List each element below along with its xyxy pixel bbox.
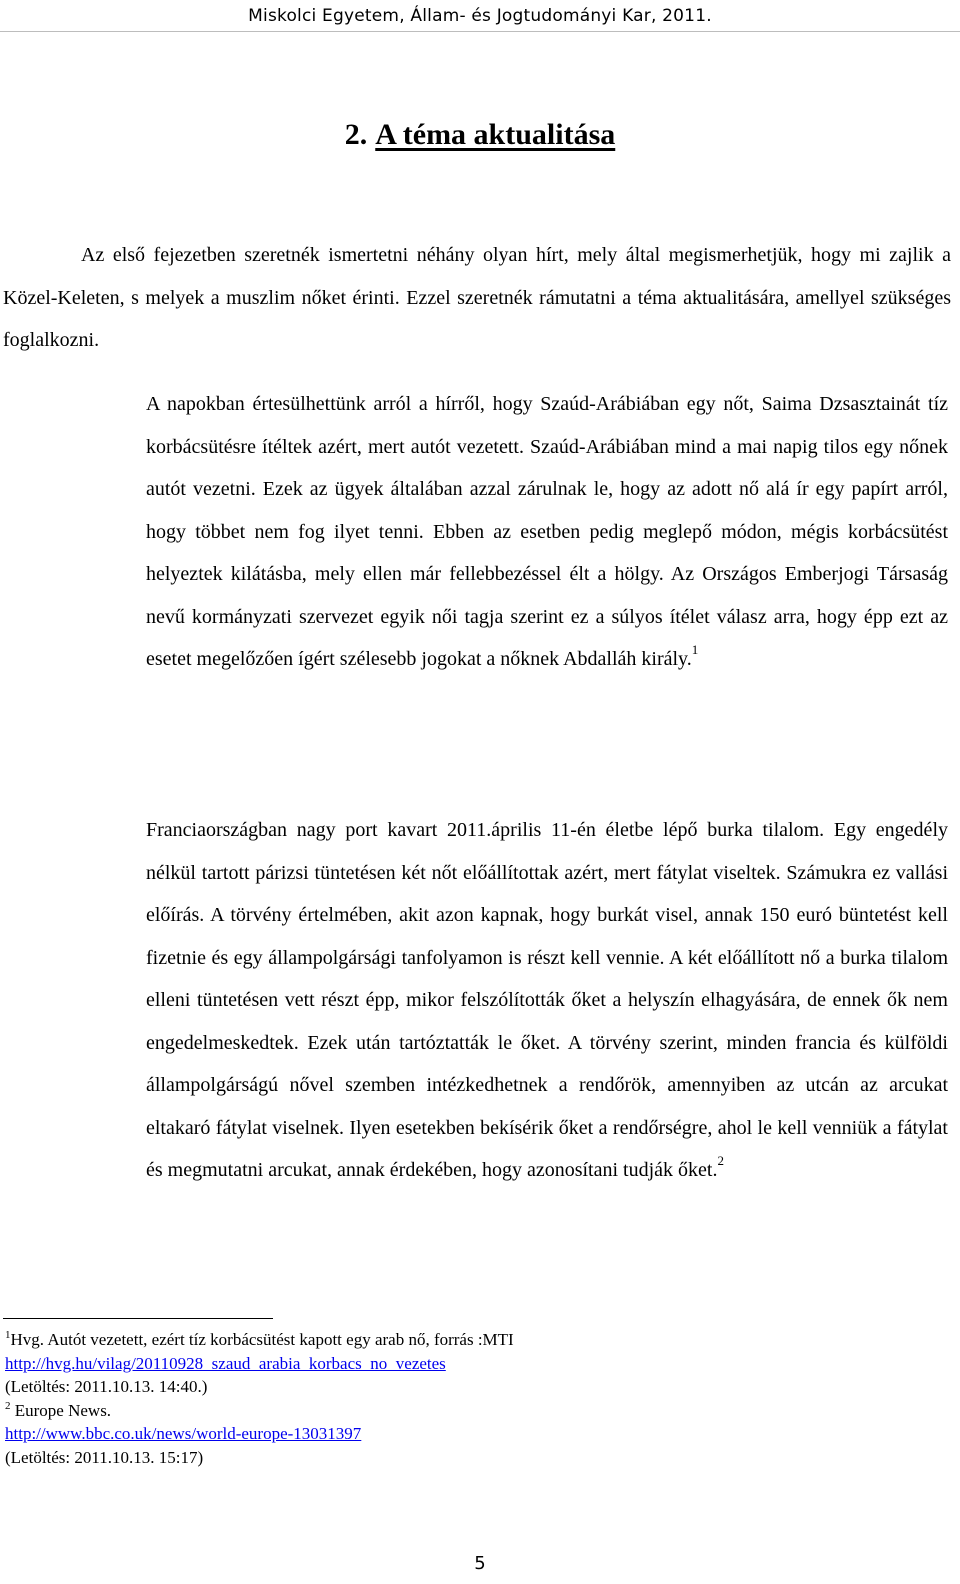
header-divider	[0, 31, 960, 32]
footnote-ref-1[interactable]: 1	[691, 642, 699, 657]
france-paragraph-text: Franciaországban nagy port kavart 2011.április 11-én életbe lépő burka tilalom. Egy engedély nélkül tartott párizsi tüntetésen két nőt előállítottak azért, mert fátylat viseltek. Számukra ez vallási előírás. A törvény értelmében, akit azon kapnak, hogy burkát visel, annak 150 euró büntetést kell fizetnie és egy állampolgársági tanfolyamon is részt kell vennie. A két előállított nő a burka tilalom elleni tüntetésen vett részt épp, mikor felszólították őket a helyszín elhagyására, de ennek ők nem engedelmeskedtek. Ezek után tartóztatták le őket. A törvény szerint, minden francia és külföldi állampolgárságú nővel szemben intézkedhetnek a rendőrök, amennyiben az utcán az arcukat eltakaró fátylat viselnek. Ilyen esetekben bekísérik őket a rendőrségre, ahol le kell venniük a fátylat és megmutatni arcukat, annak érdekében, hogy azonosítani tudják őket.	[146, 819, 948, 1181]
france-paragraph	[146, 809, 948, 1192]
intro-paragraph: Az első fejezetben szeretnék ismertetni néhány olyan hírt, mely által megismerhetjük, hogy mi zajlik a Közel-Keleten, s melyek a muszlim nőket érinti. Ezzel szeretnék rámutatni a téma aktualitására, amellyel szükséges foglalkozni.	[3, 244, 951, 351]
footnote-1-text: Hvg. Autót vezetett, ezért tíz korbácsütést kapott egy arab nő, forrás :MTI	[10, 1330, 514, 1349]
footnote-1-source	[5, 1328, 945, 1352]
section-title: A téma aktualitása	[375, 118, 616, 151]
footnote-2-marker: 2	[5, 1399, 11, 1412]
page-number: 5	[474, 1553, 486, 1574]
footnote-2-text: Europe News.	[10, 1400, 112, 1420]
footnote-2-link[interactable]: http://www.bbc.co.uk/news/world-europe-13031397	[5, 1424, 362, 1443]
footnotes	[5, 1328, 945, 1469]
saudi-arabia-paragraph	[146, 383, 948, 681]
footnote-1-link[interactable]: http://hvg.hu/vilag/20110928_szaud_arabia_korbacs_no_vezetes	[5, 1353, 446, 1373]
footnote-2-source	[5, 1399, 945, 1423]
footnote-1-marker: 1	[5, 1329, 11, 1341]
section-heading	[0, 118, 960, 152]
section-number: 2.	[344, 118, 368, 151]
footnote-1-accessed: (Letöltés: 2011.10.13. 14:40.)	[5, 1377, 208, 1396]
saudi-arabia-paragraph-text: A napokban értesülhettünk arról a hírről, hogy Szaúd-Arábiában egy nőt, Saima Dzsasztainát tíz korbácsütésre ítéltek azért, mert autót vezetett. Szaúd-Arábiában mind a mai napig tilos egy nőnek autót vezetni. Ezek az ügyek általában azzal zárulnak le, hogy az adott nő alá ír egy papírt arról, hogy többet nem fog ilyet tenni. Ebben az esetben pedig meglepő módon, mégis korbácsütést helyeztek kilátásba, mely ellen már fellebbezéssel élt a hölgy. Az Országos Emberjogi Társaság nevű kormányzati szervezet egyik női tagja szerint ez a súlyos ítélet válasz arra, hogy épp ezt az esetet megelőzően ígért szélesebb jogokat a nőknek Abdalláh király.	[146, 393, 948, 670]
footnote-ref-2[interactable]: 2	[717, 1153, 724, 1168]
running-header: Miskolci Egyetem, Állam- és Jogtudományi Kar, 2011.	[248, 6, 712, 26]
footnote-2-accessed: (Letöltés: 2011.10.13. 15:17)	[5, 1447, 204, 1467]
footnote-divider	[3, 1318, 273, 1319]
